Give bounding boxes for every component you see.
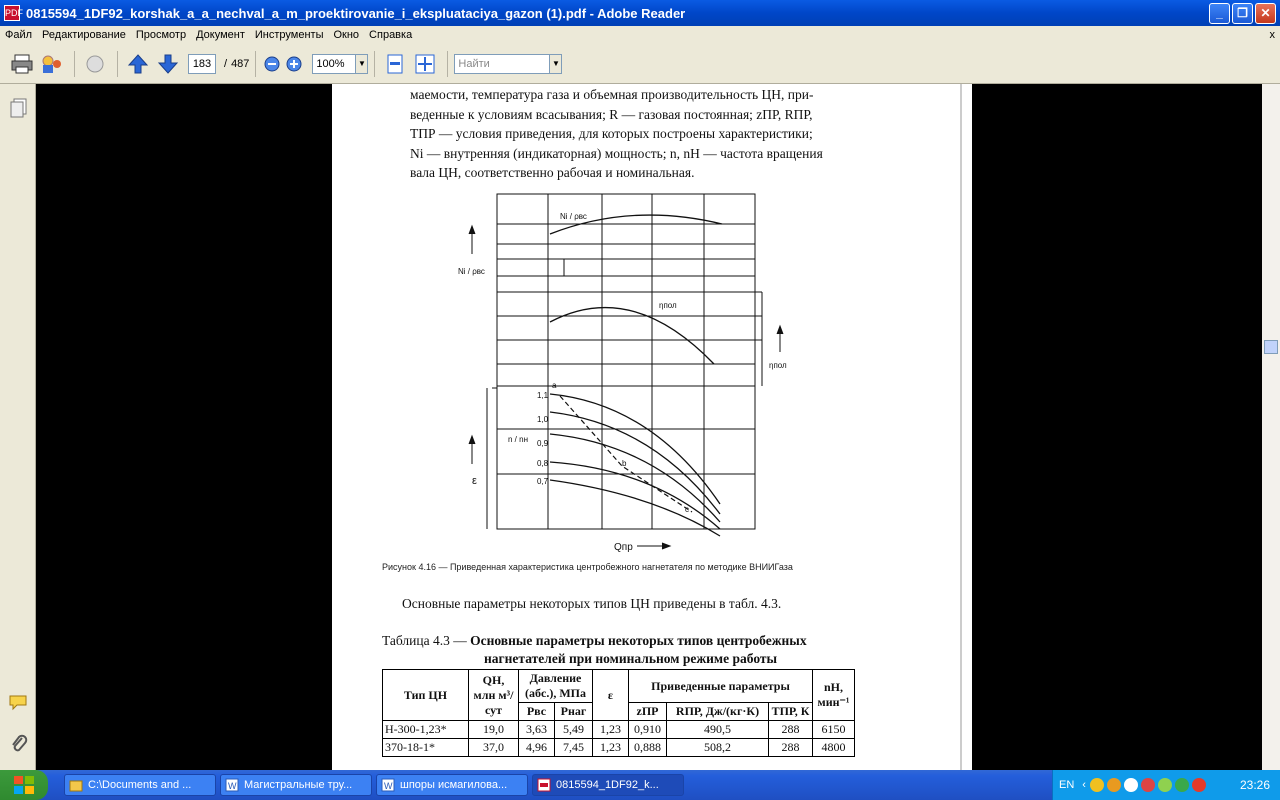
header-type: Тип ЦН (383, 670, 469, 721)
language-indicator[interactable]: EN (1059, 779, 1075, 791)
tray-expand-icon[interactable]: ‹ (1082, 779, 1086, 791)
characteristic-figure (332, 84, 972, 564)
tick-label: 0,7 (537, 477, 549, 486)
total-pages: 487 (231, 57, 250, 70)
menu-document[interactable]: Документ (196, 29, 245, 41)
start-button[interactable] (0, 770, 48, 800)
fit-width-icon (385, 53, 405, 75)
svg-text:W: W (228, 781, 237, 791)
label-power-top: Ni / ρвс (560, 212, 587, 221)
restore-button[interactable]: ❐ (1232, 3, 1253, 24)
network-icon[interactable] (1124, 778, 1138, 792)
svg-text:W: W (384, 781, 393, 791)
page-number-input[interactable]: 183 (188, 54, 216, 74)
stamp-icon (83, 53, 107, 75)
menu-view[interactable]: Просмотр (135, 29, 187, 41)
table-caption-line1: Основные параметры некоторых типов центробежных (470, 633, 807, 648)
attachments-icon[interactable] (10, 734, 28, 756)
taskbar (0, 770, 1280, 800)
stamp-button[interactable] (81, 50, 109, 78)
print-button[interactable] (8, 50, 36, 78)
para1-line-5: вала ЦН, соответственно рабочая и номинальная. (410, 165, 695, 180)
figure-caption: Рисунок 4.16 — Приведенная характеристика центробежного нагнетателя по методике ВНИИГаза (382, 562, 793, 572)
menu-window[interactable]: Окно (333, 29, 360, 41)
label-eta-axis: ηпол (769, 361, 787, 370)
para1-line-1: маемости, температура газа и объемная производительность ЦН, при- (410, 87, 814, 102)
table-caption-line2: нагнетателей при номинальном режиме работы (484, 651, 778, 666)
next-page-button[interactable] (154, 50, 182, 78)
toolbar (0, 44, 1280, 84)
zoom-in-button[interactable] (284, 50, 304, 78)
folder-icon (69, 778, 83, 792)
header-z: zПР (629, 703, 667, 721)
tick-label: 0,8 (537, 459, 549, 468)
vertical-scrollbar[interactable] (1262, 84, 1280, 770)
label-epsilon: ε (472, 475, 477, 487)
page-separator: / (224, 57, 228, 70)
sync-icon[interactable] (1175, 778, 1189, 792)
find-input[interactable]: Найти (454, 54, 550, 74)
zoom-out-button[interactable] (262, 50, 282, 78)
window-title: 0815594_1DF92_korshak_a_a_nechval_a_m_proektirovanie_i_ekspluataciya_gazon (1).pdf - Adobe Reader (26, 5, 686, 21)
header-pvs: Pвс (519, 703, 555, 721)
header-pnag: Pнаг (555, 703, 593, 721)
close-button[interactable]: ✕ (1255, 3, 1276, 24)
zoom-dropdown[interactable]: ▼ (356, 54, 368, 74)
alert-icon[interactable] (1192, 778, 1206, 792)
word-document-icon (381, 778, 395, 792)
scrollbar-thumb[interactable] (1264, 340, 1278, 354)
minimize-button[interactable]: _ (1209, 3, 1230, 24)
signal-icon[interactable] (1158, 778, 1172, 792)
email-button[interactable] (38, 50, 66, 78)
label-speed-ratio: n / nн (508, 435, 528, 444)
arrow-up-icon (127, 53, 149, 75)
security-icon[interactable] (1090, 778, 1104, 792)
header-reduced: Приведенные параметры (629, 670, 813, 703)
fit-page-button[interactable] (411, 50, 439, 78)
header-n: nН, мин⁻¹ (813, 670, 855, 721)
para1-line-3: TПР — условия приведения, для которых построены характеристики; (410, 126, 813, 141)
taskbar-item-word-2[interactable]: W шпоры исмагилова... (376, 774, 528, 796)
paragraph-2: Основные параметры некоторых типов ЦН приведены в табл. 4.3. (402, 596, 782, 611)
pages-icon[interactable] (10, 98, 28, 118)
tick-label: 0,9 (537, 439, 549, 448)
menu-file[interactable]: Файл (5, 29, 33, 41)
antivirus-icon[interactable] (1107, 778, 1121, 792)
header-q: QН, млн м³/сут (469, 670, 519, 721)
label-point-a: a (552, 381, 557, 390)
menu-help[interactable]: Справка (369, 29, 413, 41)
table-row: Н-300-1,23* 19,0 3,63 5,49 1,23 0,910 490,5 288 6150 (383, 721, 855, 739)
zoom-out-icon (264, 56, 280, 72)
adobe-reader-icon: PDF (4, 5, 20, 21)
label-power-left: Ni / ρвс (458, 267, 485, 276)
table-caption (382, 632, 807, 668)
pdf-page (332, 84, 972, 770)
zoom-in-icon (286, 56, 302, 72)
menu-bar (0, 26, 1280, 44)
close-document-button[interactable]: x (1269, 29, 1275, 41)
navigation-pane (0, 84, 36, 770)
clock: 23:26 (1239, 778, 1270, 792)
find-dropdown[interactable]: ▼ (550, 54, 562, 74)
previous-page-button[interactable] (124, 50, 152, 78)
fit-page-icon (414, 53, 436, 75)
fit-width-button[interactable] (381, 50, 409, 78)
header-epsilon: ε (593, 670, 629, 721)
printer-icon (10, 53, 34, 75)
taskbar-item-explorer[interactable]: C:\Documents and ... (64, 774, 216, 796)
header-pressure: Давление (абс.), МПа (519, 670, 593, 703)
para1-line-2: веденные к условиям всасывания; R — газовая постоянная; zПР, RПР, (410, 106, 813, 122)
word-document-icon (225, 778, 239, 792)
tick-label: 1,1 (537, 391, 549, 400)
collaborate-icon (39, 53, 65, 75)
taskbar-item-word-1[interactable]: W Магистральные тру... (220, 774, 372, 796)
label-eta-curve: ηпол (659, 301, 677, 310)
comments-icon[interactable] (8, 694, 30, 712)
zoom-input[interactable]: 100% (312, 54, 356, 74)
label-point-b: b (622, 459, 627, 468)
pdf-icon (537, 778, 551, 792)
tick-label: 1,0 (537, 415, 549, 424)
menu-edit[interactable]: Редактирование (42, 29, 126, 41)
menu-tools[interactable]: Инструменты (254, 29, 324, 41)
table-caption-prefix: Таблица 4.3 — (382, 633, 467, 648)
header-t: TПР, К (769, 703, 813, 721)
arrow-down-icon (157, 53, 179, 75)
label-x-axis: Qпр (614, 542, 633, 553)
parameters-table (382, 669, 855, 757)
display-icon[interactable] (1141, 778, 1155, 792)
para1-line-4: Ni — внутренняя (индикаторная) мощность; n, nН — частота вращения (410, 145, 823, 161)
system-tray (1052, 770, 1280, 800)
windows-logo-icon (11, 773, 37, 797)
label-point-c: c (685, 505, 689, 514)
taskbar-item-adobe-reader[interactable]: 0815594_1DF92_k... (532, 774, 684, 796)
title-bar (0, 0, 1280, 26)
table-row: 370-18-1* 37,0 4,96 7,45 1,23 0,888 508,2 288 4800 (383, 739, 855, 757)
header-r: RПР, Дж/(кг·К) (667, 703, 769, 721)
